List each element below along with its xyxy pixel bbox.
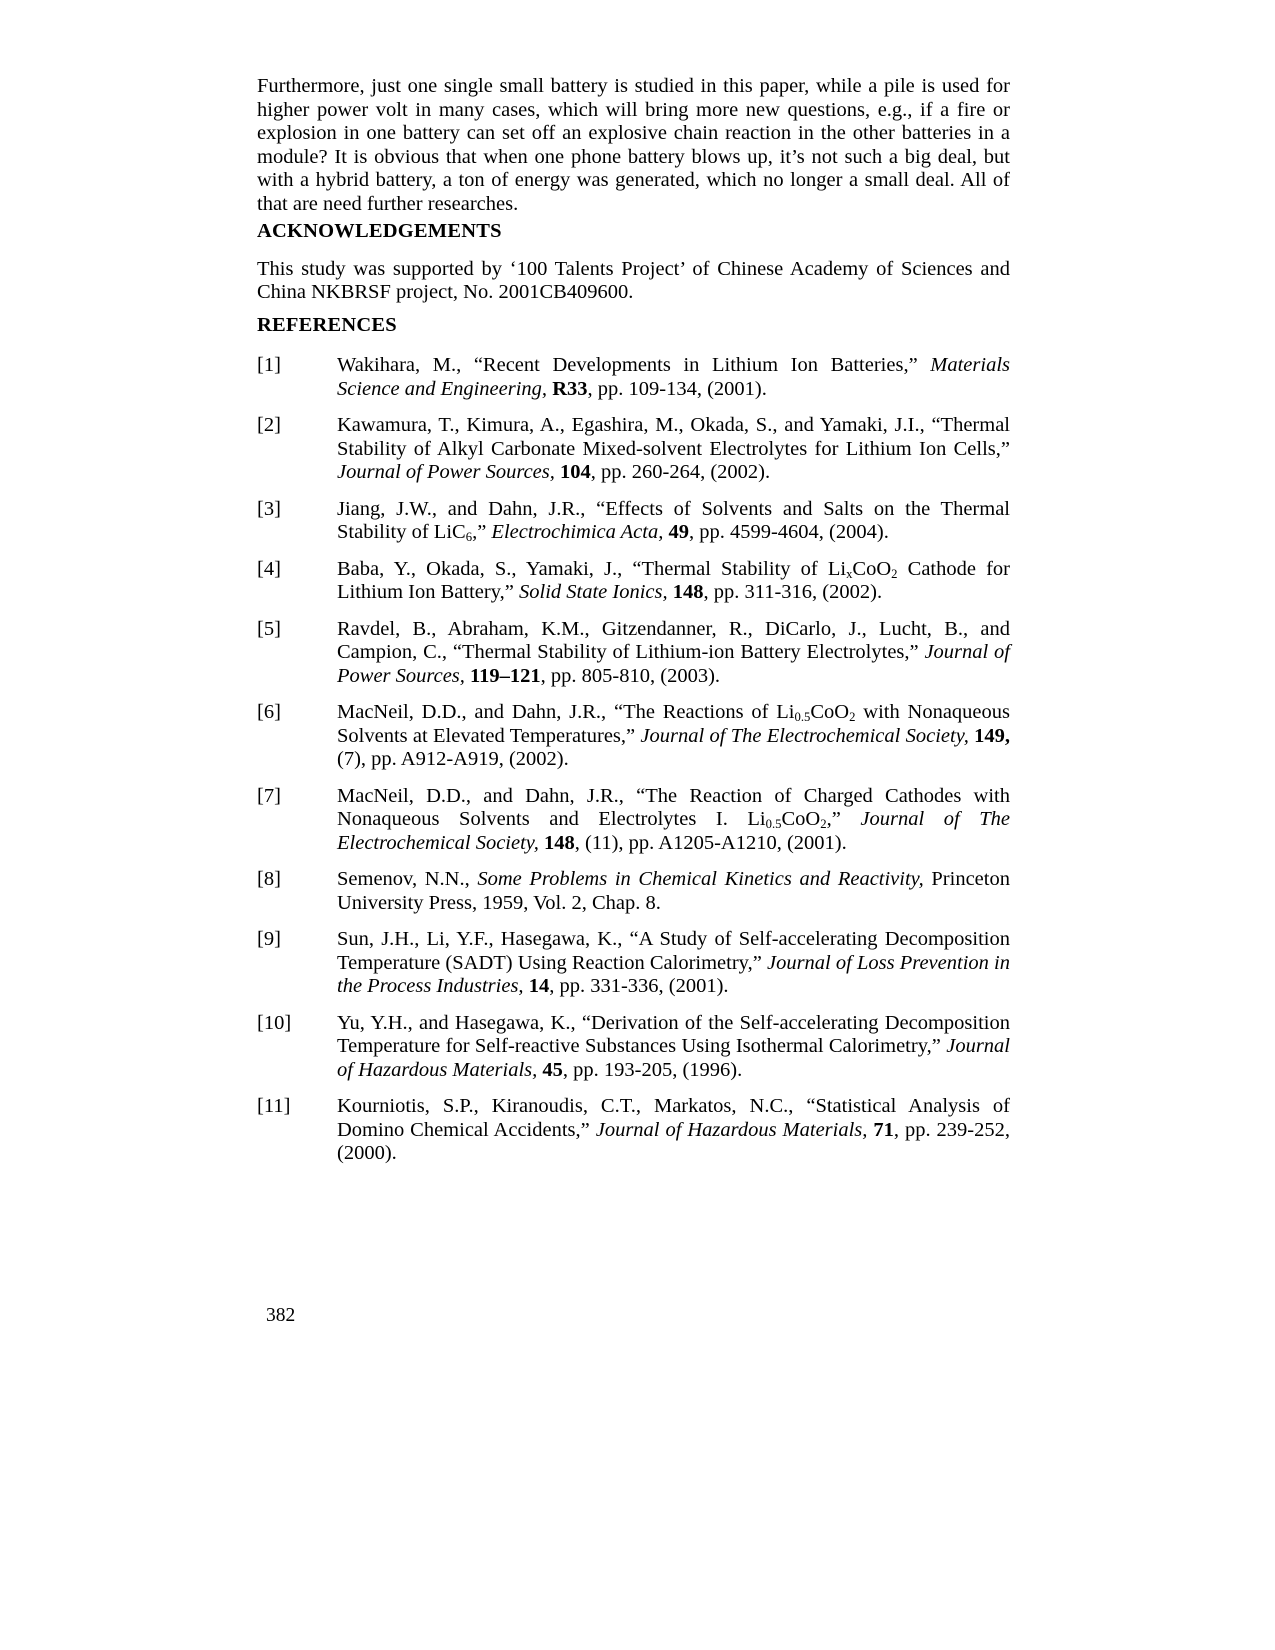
reference-number: [2] [257, 414, 281, 436]
references-heading: REFERENCES [257, 313, 397, 336]
reference-text: Semenov, N.N., Some Problems in Chemical Kinetics and Reactivity, Princeton University Press, 1959, Vol. 2, Chap. 8. [337, 868, 1010, 914]
reference-number: [11] [257, 1095, 291, 1117]
reference-number: [3] [257, 497, 281, 520]
reference-text: Ravdel, B., Abraham, K.M., Gitzendanner, R., DiCarlo, J., Lucht, B., and Campion, C., “Thermal Stability of Lithium-ion Battery Electrolytes,” Journal of Power Sources, 119–121, pp. 805-810, (2003). [337, 617, 1010, 687]
reference-item [257, 558, 1010, 605]
reference-text: Kawamura, T., Kimura, A., Egashira, M., Okada, S., and Yamaki, J.I., “Thermal Stability of Alkyl Carbonate Mixed-solvent Electrolytes for Lithium Ion Cells,” Journal of Power Sources, 104, pp. 260-264, (2002). [337, 414, 1010, 483]
reference-item [257, 414, 1010, 485]
reference-number: [5] [257, 617, 281, 640]
reference-item [257, 928, 1010, 999]
reference-text: MacNeil, D.D., and Dahn, J.R., “The Reaction of Charged Cathodes with Nonaqueous Solvents and Electrolytes I. Li0.5CoO2,” Journal of The Electrochemical Society, 148, (11), pp. A1205-A1210, (2001). [337, 784, 1010, 854]
acknowledgements-body: This study was supported by ‘100 Talents Project’ of Chinese Academy of Sciences and China NKBRSF project, No. 2001CB409600. [257, 257, 1010, 303]
reference-item [257, 701, 1010, 772]
reference-text: Kourniotis, S.P., Kiranoudis, C.T., Markatos, N.C., “Statistical Analysis of Domino Chemical Accidents,” Journal of Hazardous Materials, 71, pp. 239-252, (2000). [337, 1095, 1011, 1164]
reference-item [257, 785, 1010, 856]
acknowledgements-heading: ACKNOWLEDGEMENTS [257, 220, 502, 242]
reference-number: [8] [257, 868, 281, 890]
reference-text: Yu, Y.H., and Hasegawa, K., “Derivation of the Self-accelerating Decomposition Temperature for Self-reactive Substances Using Isothermal Calorimetry,” Journal of Hazardous Materials, 45, pp. 193-205, (1996). [337, 1011, 1010, 1081]
reference-number: [10] [257, 1011, 292, 1034]
page-number: 382 [266, 1305, 296, 1326]
reference-number: [9] [257, 928, 281, 950]
reference-item [257, 868, 1010, 915]
reference-text: Baba, Y., Okada, S., Yamaki, J., “Thermal Stability of LixCoO2 Cathode for Lithium Ion Battery,” Solid State Ionics, 148, pp. 311-316, (2002). [337, 557, 1010, 603]
reference-number: [4] [257, 557, 281, 580]
closing-paragraph: Furthermore, just one single small battery is studied in this paper, while a pile is used for higher power volt in many cases, which will bring more new questions, e.g., if a fire or explosion in one battery can set off an explosive chain reaction in the other batteries in a module? It is obvious that when one phone battery blows up, it’s not such a big deal, but with a hybrid battery, a ton of energy was generated, which no longer a small deal. All of that are need further researches. [257, 75, 1010, 215]
reference-number: [6] [257, 701, 281, 723]
reference-item [257, 1095, 1010, 1166]
reference-item [257, 618, 1010, 689]
reference-item [257, 354, 1010, 401]
reference-text: Wakihara, M., “Recent Developments in Lithium Ion Batteries,” Materials Science and Engineering, R33, pp. 109-134, (2001). [337, 354, 1010, 400]
reference-text: Jiang, J.W., and Dahn, J.R., “Effects of Solvents and Salts on the Thermal Stability of LiC6,” Electrochimica Acta, 49, pp. 4599-4604, (2004). [337, 497, 1010, 544]
document-page [257, 75, 1010, 1179]
reference-list [257, 354, 1010, 1166]
reference-number: [1] [257, 354, 281, 376]
reference-text: Sun, J.H., Li, Y.F., Hasegawa, K., “A Study of Self-accelerating Decomposition Temperature (SADT) Using Reaction Calorimetry,” Journal of Loss Prevention in the Process Industries, 14, pp. 331-336, (2001). [337, 928, 1010, 997]
reference-text: MacNeil, D.D., and Dahn, J.R., “The Reactions of Li0.5CoO2 with Nonaqueous Solvents at Elevated Temperatures,” Journal of The Electrochemical Society, 149, (7), pp. A912-A919, (2002). [337, 701, 1010, 770]
reference-item [257, 498, 1010, 545]
reference-item [257, 1012, 1010, 1083]
reference-number: [7] [257, 784, 281, 807]
